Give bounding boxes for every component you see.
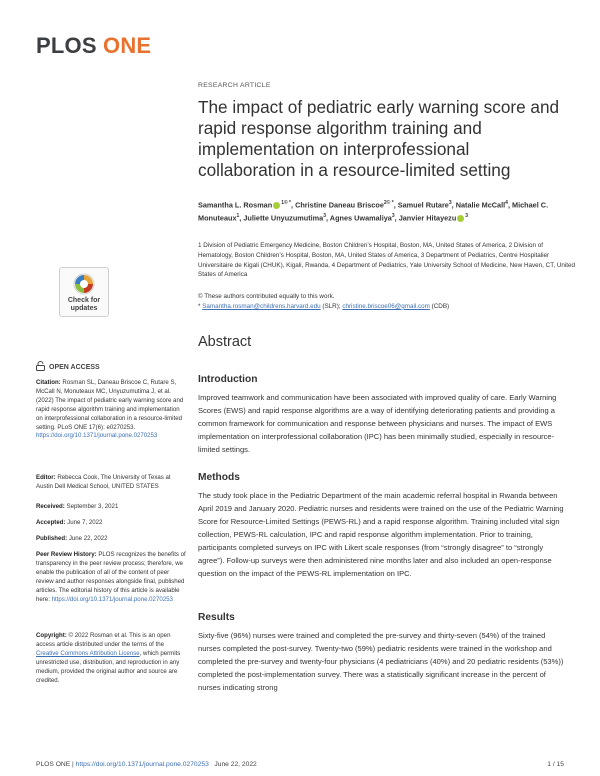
published-date: Published: June 22, 2022 bbox=[36, 535, 108, 542]
results-heading: Results bbox=[198, 612, 235, 623]
logo-one: ONE bbox=[103, 33, 152, 58]
author-name[interactable]: , Juliette Unyuzumutima bbox=[239, 213, 324, 223]
email-link[interactable]: Samantha.rosman@childrens.harvard.edu bbox=[202, 302, 321, 310]
article-type: RESEARCH ARTICLE bbox=[198, 82, 271, 89]
copyright-block: Copyright: © 2022 Rosman et al. This is an open access article distributed under the terms of the Creative Commons Attribution License, which permits unrestricted use, distribution, and reproduction in any medium, provided the original author and source are credited. bbox=[36, 632, 181, 684]
methods-heading: Methods bbox=[198, 472, 240, 483]
introduction-text: Improved teamwork and communication have been associated with improved quality of care. Early Warning Scores (EWS) and rapid response algorithms are a way of identifying deteriorating patients and providing a common framework for communication and response between physicians and nurses. The impact of EWS implementation on interprofessional collaboration (IPC) has been minimally studied, especially in resource-limited settings. bbox=[198, 393, 557, 454]
journal-logo[interactable] bbox=[36, 33, 151, 59]
affiliations: 1 Division of Pediatric Emergency Medicine, Boston Children’s Hospital, Boston, MA, United States of America, 2 Division of Hematology, Boston Children’s Hospital, Boston, MA, United States of America, 3 Department of Pediatrics, Centre Hospitalier Universitaire de Kigali (CHUK), Kigali, Rwanda, 4 Department of Pediatrics, Yale University School of Medicine, New Haven, CT, United States of America bbox=[198, 242, 576, 279]
peer-review-block: Peer Review History: PLOS recognizes the benefits of transparency in the peer review process; therefore, we enable the publication of all of the content of peer review and author responses alongside final, published articles. The editorial history of this article is available here: https://doi.org/10.1371/journal.pone.0270253 bbox=[36, 551, 186, 603]
crossmark-icon bbox=[73, 273, 95, 295]
author-notes bbox=[198, 292, 576, 312]
open-access-label: OPEN ACCESS bbox=[36, 361, 100, 373]
logo-plos: PLOS bbox=[36, 33, 97, 58]
page-number: 1 / 15 bbox=[547, 761, 564, 768]
peer-review-doi-link[interactable]: https://doi.org/10.1371/journal.pone.0270253 bbox=[51, 595, 173, 603]
equal-contribution-note: © These authors contributed equally to this work. bbox=[198, 293, 335, 300]
open-lock-icon bbox=[36, 361, 45, 373]
received-date: Received: September 3, 2021 bbox=[36, 503, 119, 510]
author-name[interactable]: , Agnes Uwamaliya bbox=[326, 213, 392, 223]
citation-block: Citation: Rosman SL, Daneau Briscoe C, Rutare S, McCall N, Monuteaux MC, Unyuzumutima J, et al. (2022) The impact of pediatric early warning score and rapid response algorithm training and implementation on interprofessional collaboration in a resource-limited setting. PLoS ONE 17(6): e0270253. https://doi.org/10.1371/journal.pone.0270253 bbox=[36, 379, 184, 440]
accepted-date: Accepted: June 7, 2022 bbox=[36, 519, 103, 526]
email-link[interactable]: christine.briscoe06@gmail.com bbox=[342, 302, 430, 310]
methods-text: The study took place in the Pediatric Department of the main academic referral hospital in Rwanda between April 2019 and January 2020. Pediatric nurses and residents were trained on the use of the Pediatric Warning Score for Resource-Limited Settings (PEWS-RL) and a rapid response algorithm. Training included vital sign collection, PEWS-RL calculation, IPC and rapid response algorithm implementation. Prior to training, participants completed surveys on IPC with Likert scale responses (from “strongly disagree” to “strongly agree”). Follow-up surveys were then administered nine months later and also included an open-response question on the impact of the PEWS-RL implementation on IPC. bbox=[198, 491, 564, 578]
introduction-heading: Introduction bbox=[198, 374, 258, 385]
orcid-icon[interactable] bbox=[457, 215, 464, 222]
footer-doi-link[interactable]: https://doi.org/10.1371/journal.pone.0270253 bbox=[75, 761, 209, 768]
page-footer bbox=[36, 761, 564, 768]
check-for-updates-badge[interactable] bbox=[59, 267, 109, 317]
editor-block: Editor: Rebecca Cook, The University of Texas at Austin Dell Medical School, UNITED STATES bbox=[36, 474, 171, 490]
footer-date: June 22, 2022 bbox=[214, 761, 257, 768]
orcid-icon[interactable] bbox=[273, 202, 280, 209]
author-name[interactable]: , Michael C. Monuteaux bbox=[198, 200, 549, 223]
author-name[interactable]: , Janvier Hitayezu bbox=[394, 213, 457, 223]
author-list: Samantha L. Rosman $^{1© *}$, Christine Daneau Briscoe$^{2© *}$, Samuel Rutare$^3$, Natalie McCall$^4$, Michael C. Monuteaux$^1$, Juliette Unyuzumutima$^3$, Agnes Uwamaliya$^3$, Janvier Hitayezu $^3$ bbox=[198, 200, 549, 223]
citation-doi-link[interactable]: https://doi.org/10.1371/journal.pone.0270253 bbox=[36, 432, 158, 440]
author-name[interactable]: , Natalie McCall bbox=[451, 200, 506, 210]
results-text: Sixty-five (96%) nurses were trained and completed the pre-survey and thirty-seven (54%) of the trained nurses completed the post-survey. Twenty-two (59%) pediatric residents were trained in the workshop and completed the pre-survey and twenty-four physicians (4 pediatricians (40%) and 20 pediatric residents (53%)) completed the post-implementation survey. There was a statistically significant increase in the percent of nurses indicating strong bbox=[198, 631, 564, 692]
license-link[interactable]: Creative Commons Attribution License bbox=[36, 649, 140, 657]
footer-citation: PLOS ONE | https://doi.org/10.1371/journal.pone.0270253 June 22, 2022 bbox=[36, 761, 257, 768]
abstract-heading: Abstract bbox=[198, 334, 252, 350]
author-name[interactable]: , Christine Daneau Briscoe bbox=[291, 200, 384, 210]
author-name[interactable]: Samantha L. Rosman bbox=[198, 200, 273, 210]
article-title: The impact of pediatric early warning score and rapid response algorithm training and implementation on interprofessional collaboration in a resource-limited setting bbox=[198, 97, 560, 180]
author-name[interactable]: , Samuel Rutare bbox=[393, 200, 449, 210]
correspondence-note: * Samantha.rosman@childrens.harvard.edu (SLR); christine.briscoe06@gmail.com (CDB) bbox=[198, 302, 450, 310]
check-for-updates-label: Check for updates bbox=[67, 297, 101, 312]
footer-journal: PLOS ONE bbox=[36, 761, 71, 768]
